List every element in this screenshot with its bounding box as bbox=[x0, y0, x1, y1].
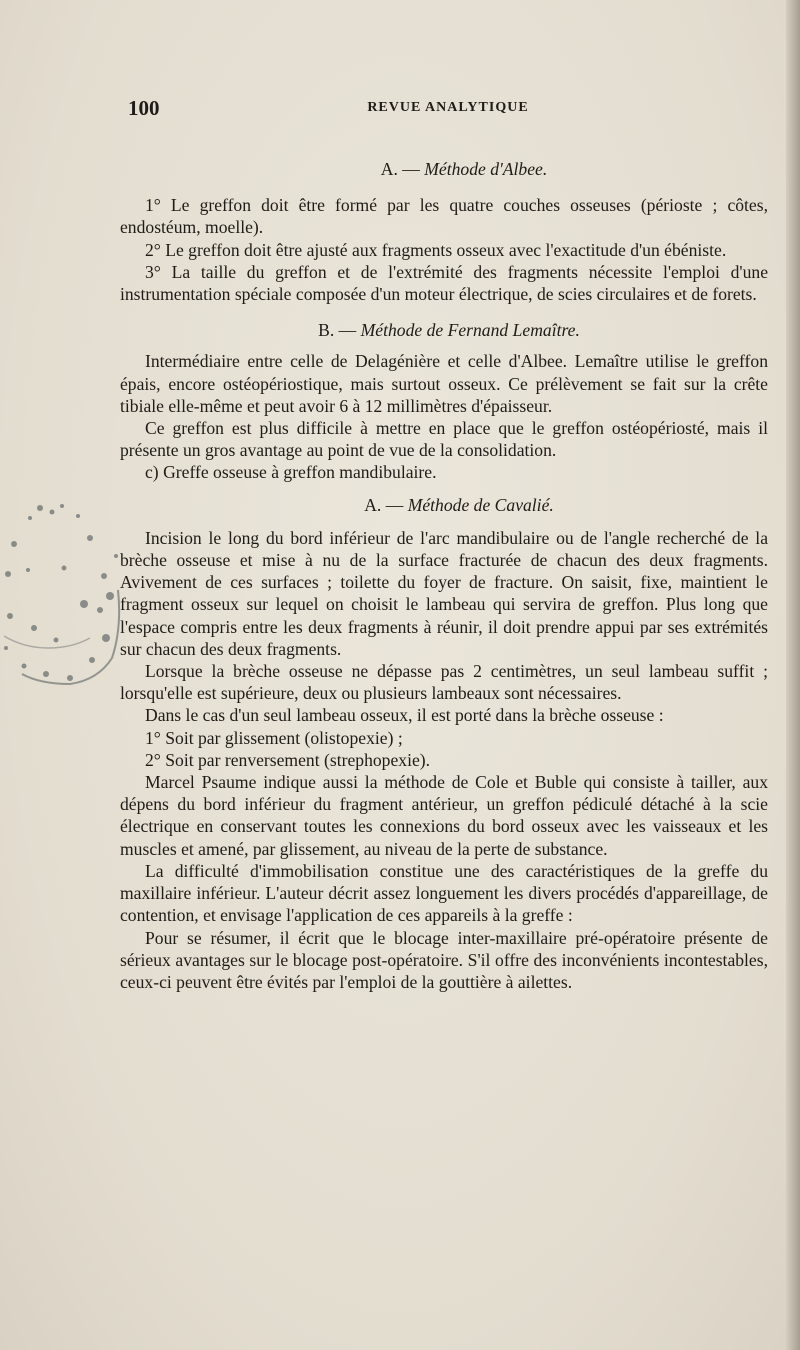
heading-methode-lemaitre bbox=[120, 319, 768, 341]
heading-prefix: A. — bbox=[364, 494, 408, 515]
heading-prefix: A. — bbox=[380, 159, 425, 179]
running-title: REVUE ANALYTIQUE bbox=[367, 100, 529, 115]
subheading-greffe-mandibulaire: c) Greffe osseuse à greffon mandibulaire. bbox=[145, 462, 437, 483]
heading-prefix: B. — bbox=[318, 320, 361, 341]
albee-item-2: 2° Le greffon doit être ajusté aux fragments osseux avec l'exactitude d'un ébéniste. bbox=[145, 239, 727, 260]
heading-title: Méthode d'Albee. bbox=[424, 159, 548, 179]
page-number: 100 bbox=[128, 96, 160, 120]
body-text bbox=[120, 158, 768, 993]
lemaitre-paragraph-1: Intermédiaire entre celle de Delagénière et celle d'Albee. Lemaître utilise le greffon épais, encore ostéopériostique, mais surtout osseux. Ce prélèvement se fait sur la crête tibiale elle-même et peut avoir 6 à 12 millimètres d'épaisseur. bbox=[120, 351, 768, 416]
cavalie-item-1: 1° Soit par glissement (olistopexie) ; bbox=[145, 727, 403, 748]
cavalie-paragraph-2: Lorsque la brèche osseuse ne dépasse pas 2 centimètres, un seul lambeau suffit ; lorsqu'elle est supérieure, deux ou plusieurs lambeaux sont nécessaires. bbox=[120, 661, 768, 704]
cavalie-paragraph-1: Incision le long du bord inférieur de l'arc mandibulaire ou de l'angle recherché de la brèche osseuse et mise à nu de la surface fracturée de chacun des deux fragments. Avivement de ces surfaces ; toilette du foyer de fracture. On saisit, fixe, maintient le fragment osseux sur lequel on choisit le lambeau qui servira de greffon. Plus long que l'espace compris entre les deux fragments à réunir, il doit prendre appui par ses extrémités sur chacun des deux fragments. bbox=[120, 527, 768, 659]
heading-methode-cavalie bbox=[120, 494, 768, 516]
cavalie-paragraph-6: Pour se résumer, il écrit que le blocage inter-maxillaire pré-opératoire présente de sérieux avantages sur le blocage post-opératoire. S'il offre des inconvénients incontestables, ceux-ci peuvent être évités par l'emploi de la gouttière à ailettes. bbox=[120, 927, 768, 992]
heading-title: Méthode de Cavalié. bbox=[407, 494, 554, 515]
cavalie-paragraph-4: Marcel Psaume indique aussi la méthode de Cole et Buble qui consiste à tailler, aux dépens du bord inférieur du fragment antérieur, un greffon pédiculé détaché à la scie électrique en conservant toutes les connexions du bord osseux avec les vaisseaux et les muscles et amené, par glissement, au niveau de la perte de substance. bbox=[120, 772, 768, 859]
page-header bbox=[128, 96, 768, 122]
cavalie-item-2: 2° Soit par renversement (strephopexie). bbox=[145, 749, 431, 770]
cavalie-paragraph-3: Dans le cas d'un seul lambeau osseux, il est porté dans la brèche osseuse : bbox=[145, 705, 664, 726]
heading-methode-albee bbox=[120, 158, 768, 180]
albee-item-1: 1° Le greffon doit être formé par les quatre couches osseuses (périoste ; côtes, endostéum, moelle). bbox=[120, 195, 768, 238]
cavalie-paragraph-5: La difficulté d'immobilisation constitue une des caractéristiques de la greffe du maxillaire inférieur. L'auteur décrit assez longuement les divers procédés d'appareillage, de contention, et envisage l'application de ces appareils à la greffe : bbox=[120, 860, 768, 926]
lemaitre-paragraph-2: Ce greffon est plus difficile à mettre en place que le greffon ostéopériosté, mais il présente un gros avantage au point de vue de la consolidation. bbox=[120, 418, 768, 461]
albee-item-3: 3° La taille du greffon et de l'extrémité des fragments nécessite l'emploi d'une instrumentation spéciale composée d'un moteur électrique, de scies circulaires et de forets. bbox=[120, 261, 768, 305]
page-spine-shadow bbox=[786, 0, 800, 1350]
heading-title: Méthode de Fernand Lemaître. bbox=[360, 320, 580, 341]
